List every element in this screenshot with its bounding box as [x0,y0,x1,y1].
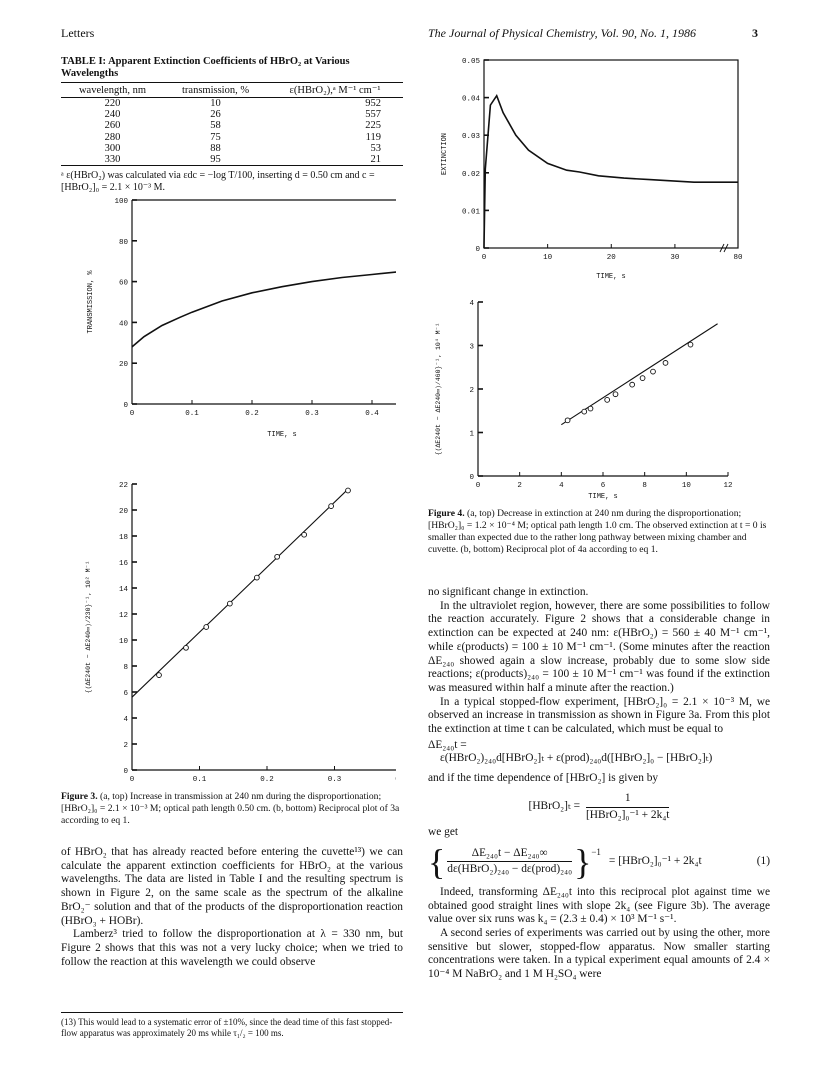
figure-4-caption [428,508,770,556]
y-tick-label: 22 [118,482,128,490]
y-tick-label: 6 [123,690,128,698]
x-tick-label: 6 [600,482,606,490]
x-tick-label: 8 [642,482,647,490]
y-tick-label: 14 [118,586,128,594]
table-cell: 280 [104,131,121,143]
x-tick-label: 30 [670,254,680,262]
x-tick-label: 10 [543,254,553,262]
equation-hbro2-time [428,792,770,822]
equation-fraction [586,792,669,822]
series-line [132,269,396,347]
y-tick-label: 18 [118,534,128,542]
figure-3-label: Figure 3. [61,791,98,802]
data-point [688,342,693,347]
x-axis-label: TIME, s [596,273,626,281]
figure-4-label: Figure 4. [428,508,465,519]
table-cell: 88 [210,142,221,154]
x-axis-label: TIME, s [267,431,297,439]
y-tick-label: 4 [469,300,474,308]
table-cell: 10 [210,98,221,109]
x-tick-label: 0 [475,482,481,490]
table-header-epsilon: ε(HBrO₂),ᵃ M⁻¹ cm⁻¹ [267,83,403,98]
table-cell: 225 [365,120,381,132]
y-tick-label: 40 [118,320,128,329]
series-line [484,96,738,248]
x-tick-label: 0.3 [305,410,319,418]
data-point [302,532,307,537]
y-tick-label: 20 [118,508,128,516]
x-tick-label: 2 [517,482,522,490]
equation-denominator: [HBrO₂]₀⁻¹ + 2k₄t [586,808,670,821]
x-tick-label: 12 [723,482,733,490]
data-point [588,406,593,411]
brace-right: } [574,841,592,882]
y-axis-label: {(ΔE240t − ΔE240∞)/230}⁻¹, 10² M⁻¹ [85,560,92,694]
data-point [613,392,618,397]
x-tick-label: 0.2 [245,410,259,418]
table-cell: 220 [104,98,121,109]
running-header-journal: The Journal of Physical Chemistry, Vol. 90, No. 1, 1986 [428,26,696,40]
y-tick-label: 60 [118,279,128,288]
y-tick-label: 0.05 [461,58,480,66]
table-cell: 300 [104,142,121,154]
table-cell: 95 [164,154,267,166]
table-cell: 557 [365,109,381,121]
paragraph: Lamberz³ tried to follow the disproportionation at λ = 330 nm, but Figure 2 shows that this was not a very lucky choice; when we tried to follow the reaction at this wavelength we could observe [61,928,403,968]
figure-3b-chart [66,470,396,790]
equation-1 [428,841,770,882]
equation-number: (1) [756,855,770,868]
data-point [204,625,209,630]
data-point [184,645,189,650]
x-tick-label: 0.2 [260,776,274,784]
table-cell: 53 [370,142,381,154]
table-row [61,98,403,110]
table-1-grid [61,82,403,166]
equation-numerator: ΔE₂₄₀t − ΔE₂₄₀∞ [471,846,548,859]
data-point [565,418,570,423]
y-tick-label: 3 [469,343,474,352]
data-point [275,554,280,559]
y-tick-label: 0 [475,246,480,254]
table-cell: 75 [210,131,221,143]
y-axis-label: {(ΔE240t − ΔE240∞)/460}⁻¹, 10⁴ M⁻¹ [435,322,442,456]
y-tick-label: 12 [118,612,128,620]
plot-frame [484,60,738,248]
y-tick-label: 10 [118,638,128,646]
equation-fraction [447,847,572,877]
table-row [61,120,403,131]
data-point [329,504,334,509]
table-row [61,154,403,166]
right-column-body [428,586,770,982]
data-point [605,397,610,402]
x-tick-label [395,776,396,784]
x-tick-label: 10 [681,482,691,490]
table-cell: 330 [61,154,164,166]
table-row [61,109,403,120]
figure-4-caption-text: (a, top) Decrease in extinction at 240 nm during the disproportionation; [HBrO₂]₀ = 1.2 × 10⁻⁴ M; optical path length 1.0 cm. The observed extinction at t = 0 is smaller than expected due to the rather long pathway between mixing chamber and cuvette. (b, bottom) Reciprocal plot of 4a according to eq 1. [428,508,767,555]
paragraph: and if the time dependence of [HBrO₂] is given by [428,772,659,785]
paragraph: of HBrO₂ that has already reacted before entering the cuvette¹³) we can calculate the apparent extinction coefficients for HBrO₂ at the various wavelengths. The data are listed in Table I and the resulting spectrum is shown in Figure 2, on the same scale as the spectrum of the alkaline BrO₂⁻ solution and that of the products of the disproportionation reaction (HBrO₃ + HOBr). [61,846,403,927]
y-tick-label: 0 [123,402,128,410]
running-header-section: Letters [61,26,95,40]
data-point [227,601,232,606]
y-tick-label: 2 [469,387,474,395]
y-tick-label: 0.01 [461,208,480,217]
paragraph: A second series of experiments was carried out by using the other, more sensitive but slower, stopped-flow apparatus. Now smaller starting concentrations were taken. In a typical experiment equal amounts of 2.4 × 10⁻⁴ M NaBrO₂ and 1 M H₂SO₄ were [428,927,770,981]
table-cell: 240 [104,109,121,121]
data-point [630,382,635,387]
x-tick-label: 4 [559,482,564,490]
y-tick-label: 4 [123,716,128,724]
left-column-body [61,846,403,969]
table-row [61,143,403,154]
data-point [651,369,656,374]
y-tick-label: 2 [123,742,128,750]
y-tick-label: 100 [114,198,128,206]
y-tick-label: 16 [118,560,128,568]
equation-numerator: 1 [624,791,631,804]
table-cell: 26 [210,109,221,121]
data-point [663,361,668,366]
x-tick-label: 0.4 [365,410,379,418]
data-point [346,488,351,493]
x-tick-label: 0.1 [185,410,199,418]
paragraph: In the ultraviolet region, however, there are some possibilities to follow the reaction accurately. Figure 2 shows that a considerable change in extinction can be expected at 240 nm: ε(HBrO₂) = 560 ± 40 M⁻¹ cm⁻¹, while ε(products) = 100 ± 10 M⁻¹ cm⁻¹. (Some minutes after the reaction ΔE₂₄₀ showed again a slow increase, probably due to some slow side reactions; ε(products)₂₄₀ = 100 ± 10 M⁻¹ cm⁻¹ was found if the extinction was measured within half a minute after the reaction.) [428,599,770,694]
data-point [254,575,259,580]
y-axis-label: TRANSMISSION, % [87,270,95,334]
equation-line: ε(HBrO₂)₂₄₀d[HBrO₂]ₜ + ε(prod)₂₄₀d([HBrO₂]₀ − [HBrO₂]ₜ) [440,752,713,765]
x-tick-label: 0.3 [327,776,342,784]
table-1-title: TABLE I: Apparent Extinction Coefficients of HBrO₂ at Various Wavelengths [61,56,350,79]
data-point [640,376,645,381]
paragraph: no significant change in extinction. [428,586,589,598]
page-number: 3 [752,26,758,40]
x-tick-label: 80 [733,254,743,262]
table-header-transmission: transmission, % [164,83,267,98]
figure-4b-chart [428,298,770,504]
equation-exponent: −1 [591,846,601,857]
paragraph: In a typical stopped-flow experiment, [HBrO₂]₀ = 2.1 × 10⁻³ M, we observed an increase in transmission as shown in Figure 3a. From this plot the extinction at time t can be calculated, which must be equal to [428,695,770,736]
y-tick-label: 80 [118,238,128,247]
footnote-13: (13) This would lead to a systematic error of ±10%, since the dead time of this fast stopped-flow apparatus was approximately 20 ms while τ₁/₂ = 100 ms. [61,1012,403,1039]
paragraph: we get [428,826,459,839]
brace-left: { [428,841,446,882]
equation-line: ΔE₂₄₀t = [428,738,467,751]
y-tick-label: 8 [123,664,128,672]
table-cell: 21 [267,154,403,166]
table-cell: 119 [365,131,381,143]
figure-3-caption-text: (a, top) Increase in transmission at 240 nm during the disproportionation; [HBrO₂]₀ = 2.1 × 10⁻³ M; optical path length 0.50 cm. (b, bottom) Reciprocal plot of 3a according to eq 1. [61,791,400,826]
fit-line [132,489,348,697]
y-tick-label: 0 [123,768,128,776]
y-tick-label: 0.03 [461,133,480,142]
x-tick-label: 0 [129,410,135,418]
equation-rhs: = [HBrO₂]₀⁻¹ + 2k₄t [608,855,702,868]
data-point [582,409,587,414]
table-row [61,132,403,143]
y-tick-label: 20 [118,361,128,370]
y-tick-label: 1 [469,430,474,439]
x-tick-label: 0 [481,254,487,262]
figure-3-caption [61,791,403,827]
figure-4a-chart [428,52,770,284]
table-1 [61,56,403,194]
paragraph: Indeed, transforming ΔE₂₄₀t into this reciprocal plot against time we obtained good straight lines with slope 2k₄ (see Figure 3b). The average value over six runs was k₄ = (2.3 ± 0.4) × 10³ M⁻¹ s⁻¹. [428,885,770,926]
table-cell: 952 [365,98,381,109]
x-tick-label: 0 [129,776,135,784]
equation-lhs: [HBrO₂]ₜ = [528,800,581,813]
y-tick-label: 0 [469,474,474,482]
equation-denominator: dε(HBrO₂)₂₄₀ − dε(prod)₂₄₀ [447,863,573,876]
figure-3a-chart [66,190,396,450]
y-tick-label: 0.04 [461,95,480,104]
table-cell: 260 [104,120,121,132]
data-point [157,673,162,678]
equation-delta-e [428,739,770,766]
table-cell: 58 [210,120,221,132]
y-tick-label: 0.02 [461,170,480,179]
y-axis-label: EXTINCTION [441,132,449,176]
table-header-wavelength: wavelength, nm [61,83,164,98]
x-tick-label: 20 [606,254,616,262]
x-axis-label: TIME, s [588,493,618,501]
table-1-footnote: ᵃ ε(HBrO₂) was calculated via εdc = −log T/100, inserting d = 0.50 cm and c = [HBrO₂]₀ = 2.1 × 10⁻³ M. [61,170,375,194]
x-tick-label: 0.1 [192,776,207,784]
